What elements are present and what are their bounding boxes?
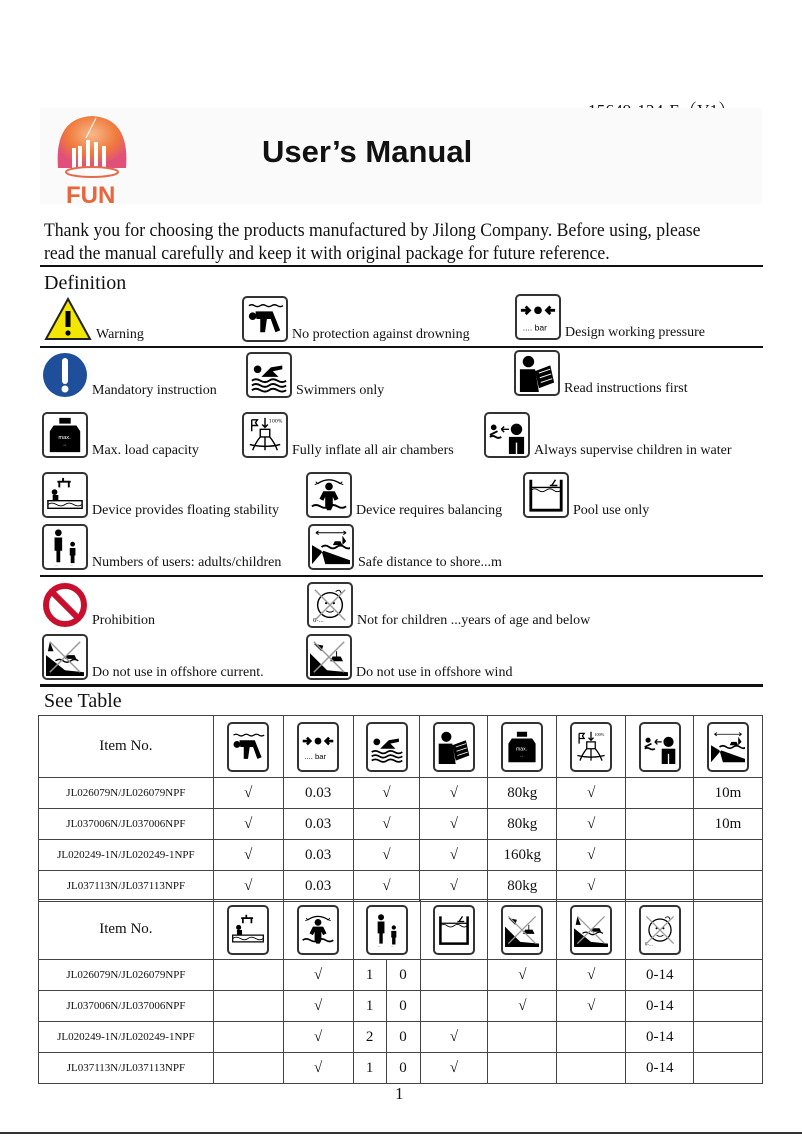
table-row: [39, 840, 763, 871]
cell: [694, 1053, 763, 1084]
balancing-icon: [297, 905, 339, 955]
def-label: Warning: [96, 327, 144, 342]
def-pressure: [515, 294, 705, 340]
cell: √: [353, 871, 420, 902]
cell: 0.03: [283, 840, 353, 871]
def-max-load: [42, 412, 199, 458]
divider: [40, 346, 763, 348]
def-label: Design working pressure: [565, 325, 705, 340]
cell: 0.03: [283, 871, 353, 902]
cell: √: [283, 991, 353, 1022]
def-label: Not for children ...years of age and below: [357, 613, 591, 628]
cell: √: [557, 809, 626, 840]
cell: 0.03: [283, 809, 353, 840]
cell: [213, 991, 283, 1022]
cell: √: [557, 991, 626, 1022]
def-warning: [44, 296, 144, 342]
empty-header-cell: [694, 900, 763, 960]
cell: √: [557, 871, 626, 902]
floating-stability-icon: [42, 472, 88, 518]
cell: [694, 840, 763, 871]
item-no-header: Item No.: [39, 716, 214, 778]
cell: [488, 1053, 557, 1084]
table-row: [39, 1022, 763, 1053]
cell: √: [213, 809, 283, 840]
definition-heading: Definition: [44, 272, 127, 294]
divider: [40, 684, 763, 687]
cell: √: [213, 840, 283, 871]
cell: √: [353, 809, 420, 840]
not-for-children-icon: [639, 905, 681, 955]
def-no-protection: [242, 296, 470, 342]
mandatory-icon: [42, 352, 88, 398]
table-row: [39, 871, 763, 902]
no-offshore-wind-icon: [306, 634, 352, 680]
supervise-children-icon: [639, 722, 681, 772]
item-no: JL037113N/JL037113NPF: [39, 1053, 214, 1084]
cell: 0-14: [626, 960, 694, 991]
cell: √: [353, 778, 420, 809]
table-row: [39, 960, 763, 991]
def-label: Prohibition: [92, 613, 156, 628]
cell: √: [557, 778, 626, 809]
read-instructions-icon: [514, 350, 560, 396]
pressure-bar-icon: [515, 294, 561, 340]
intro-text: [44, 219, 765, 265]
shore-distance-icon: [707, 722, 749, 772]
def-swimmers: [246, 352, 384, 398]
def-read: [514, 350, 688, 396]
item-no: JL037006N/JL037006NPF: [39, 809, 214, 840]
cell: √: [420, 809, 488, 840]
cell: √: [420, 1053, 488, 1084]
def-prohibition: [42, 582, 155, 628]
def-offshore-wind: [306, 634, 512, 680]
pool-icon: [433, 905, 475, 955]
def-label: Swimmers only: [296, 383, 385, 398]
cell: √: [283, 960, 353, 991]
cell: 80kg: [488, 809, 557, 840]
max-load-icon: [501, 722, 543, 772]
cell: [694, 991, 763, 1022]
cell: √: [488, 960, 557, 991]
cell-children: 0: [386, 960, 420, 991]
def-balancing: [306, 472, 502, 518]
cell: [694, 1022, 763, 1053]
see-table-heading: See Table: [44, 690, 122, 712]
no-offshore-wind-icon: [501, 905, 543, 955]
svg-text:FUN: FUN: [66, 182, 116, 208]
def-label: No protection against drowning: [292, 327, 470, 342]
table-row: [39, 1053, 763, 1084]
cell: [626, 778, 694, 809]
cell: [557, 1022, 626, 1053]
page-bottom-rule: [0, 1132, 802, 1134]
cell: √: [420, 871, 488, 902]
cell: [626, 871, 694, 902]
cell: √: [283, 1053, 353, 1084]
cell: √: [557, 840, 626, 871]
cell: √: [488, 991, 557, 1022]
item-no: JL037113N/JL037113NPF: [39, 871, 214, 902]
table-header-row: [39, 900, 763, 960]
def-floating: [42, 472, 279, 518]
item-no: JL026079N/JL026079NPF: [39, 778, 214, 809]
read-instructions-icon: [433, 722, 475, 772]
divider: [40, 265, 763, 267]
cell: [626, 809, 694, 840]
def-label: Device requires balancing: [356, 503, 503, 518]
def-label: Always supervise children in water: [534, 443, 732, 458]
supervise-children-icon: [484, 412, 530, 458]
cell: [694, 871, 763, 902]
table-header-row: [39, 716, 763, 778]
cell: √: [420, 778, 488, 809]
cell: 0-14: [626, 1022, 694, 1053]
item-no-header: Item No.: [39, 900, 214, 960]
inflate-chambers-icon: [570, 722, 612, 772]
cell: √: [213, 871, 283, 902]
warning-icon: [44, 296, 92, 342]
pressure-bar-icon: [297, 722, 339, 772]
max-load-icon: [42, 412, 88, 458]
cell: [626, 840, 694, 871]
intro-line-1: Thank you for choosing the products manufactured by Jilong Company. Before using, please: [44, 220, 701, 241]
cell: √: [283, 1022, 353, 1053]
table-row: [39, 778, 763, 809]
cell: √: [557, 960, 626, 991]
cell-children: 0: [386, 1053, 420, 1084]
cell: [213, 1022, 283, 1053]
swimmer-icon: [246, 352, 292, 398]
cell: 0-14: [626, 1053, 694, 1084]
no-offshore-current-icon: [42, 634, 88, 680]
def-mandatory: [42, 352, 217, 398]
def-label: Device provides floating stability: [92, 503, 280, 518]
def-users: [42, 524, 281, 570]
def-label: Do not use in offshore wind: [356, 665, 513, 680]
users-adults-children-icon: [42, 524, 88, 570]
balancing-icon: [306, 472, 352, 518]
def-label: Safe distance to shore...m: [358, 555, 502, 570]
def-label: Mandatory instruction: [92, 383, 217, 398]
cell: [420, 960, 488, 991]
cell: [694, 960, 763, 991]
def-pool: [523, 472, 649, 518]
cell-children: 0: [386, 1022, 420, 1053]
cell-children: 0: [386, 991, 420, 1022]
def-label: Do not use in offshore current.: [92, 665, 264, 680]
no-offshore-current-icon: [570, 905, 612, 955]
not-for-children-icon: [307, 582, 353, 628]
cell: [420, 991, 488, 1022]
fun-logo: [44, 108, 140, 208]
item-no: JL020249-1N/JL020249-1NPF: [39, 840, 214, 871]
intro-line-2: read the manual carefully and keep it with original package for future reference.: [44, 243, 610, 264]
cell: [557, 1053, 626, 1084]
cell: 10m: [694, 778, 763, 809]
divider: [40, 575, 763, 577]
cell-adults: 1: [353, 991, 386, 1022]
def-offshore-current: [42, 634, 264, 680]
logo-icon: [44, 108, 140, 208]
prohibition-icon: [42, 582, 88, 628]
cell: 10m: [694, 809, 763, 840]
def-label: Read instructions first: [564, 381, 688, 396]
cell: [213, 960, 283, 991]
def-label: Fully inflate all air chambers: [292, 443, 454, 458]
cell: √: [420, 1022, 488, 1053]
item-no: JL020249-1N/JL020249-1NPF: [39, 1022, 214, 1053]
cell: [213, 1053, 283, 1084]
cell: √: [213, 778, 283, 809]
shore-distance-icon: [308, 524, 354, 570]
def-supervise: [484, 412, 732, 458]
def-inflate: [242, 412, 454, 458]
specs-table-1: [38, 715, 763, 902]
def-not-for-children: [307, 582, 590, 628]
table-row: [39, 991, 763, 1022]
cell: √: [420, 840, 488, 871]
cell: √: [353, 840, 420, 871]
def-shore: [308, 524, 502, 570]
no-protection-drowning-icon: [227, 722, 269, 772]
specs-table-2: [38, 899, 763, 1084]
inflate-chambers-icon: [242, 412, 288, 458]
cell-adults: 2: [353, 1022, 386, 1053]
page-number: 1: [395, 1084, 404, 1103]
page-title: User’s Manual: [262, 134, 473, 169]
users-adults-children-icon: [366, 905, 408, 955]
def-label: Max. load capacity: [92, 443, 199, 458]
table-row: [39, 809, 763, 840]
cell-adults: 1: [353, 1053, 386, 1084]
item-no: JL026079N/JL026079NPF: [39, 960, 214, 991]
swimmer-icon: [366, 722, 408, 772]
def-label: Pool use only: [573, 503, 650, 518]
cell-adults: 1: [353, 960, 386, 991]
item-no: JL037006N/JL037006NPF: [39, 991, 214, 1022]
cell: 80kg: [488, 871, 557, 902]
def-label: Numbers of users: adults/children: [92, 555, 282, 570]
pool-icon: [523, 472, 569, 518]
cell: [488, 1022, 557, 1053]
cell: 80kg: [488, 778, 557, 809]
floating-stability-icon: [227, 905, 269, 955]
cell: 160kg: [488, 840, 557, 871]
cell: 0-14: [626, 991, 694, 1022]
cell: 0.03: [283, 778, 353, 809]
no-protection-drowning-icon: [242, 296, 288, 342]
